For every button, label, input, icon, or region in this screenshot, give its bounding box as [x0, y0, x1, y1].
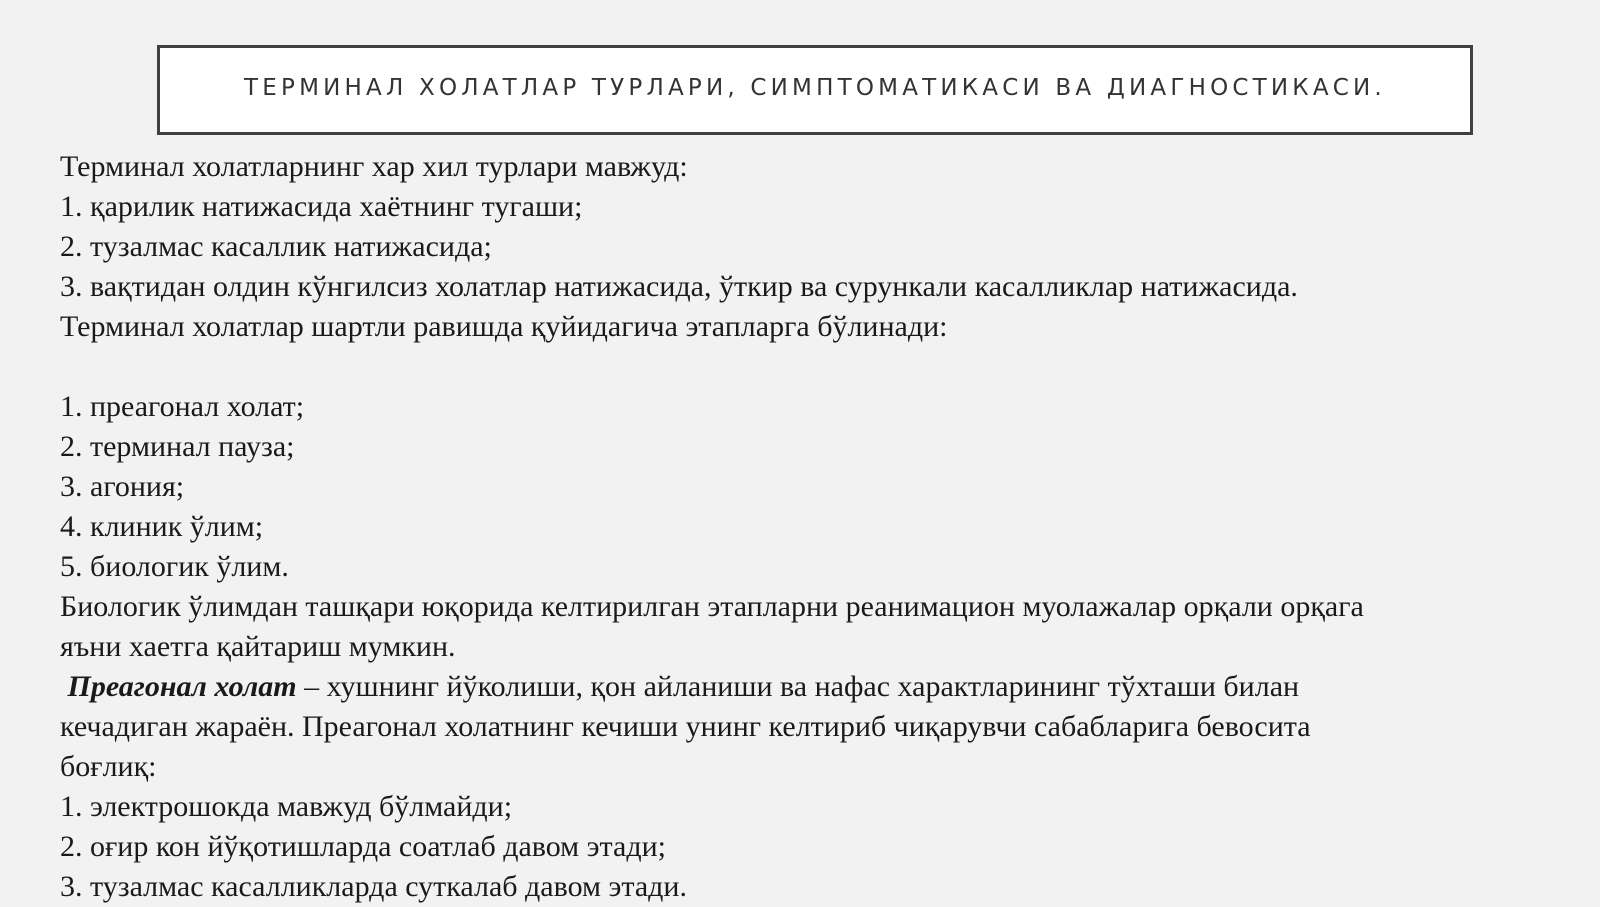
- slide-title: ТЕРМИНАЛ ХОЛАТЛАР ТУРЛАРИ, СИМПТОМАТИКАСИ ВА ДИАГНОСТИКАСИ.: [244, 75, 1386, 101]
- preagonal-term: Преагонал холат: [67, 670, 297, 703]
- duration-item: 3. тузалмас касалликларда суткалаб давом этади.: [60, 870, 687, 903]
- type-item: 1. қарилик натижасида хаётнинг тугаши;: [60, 190, 583, 223]
- duration-item: 1. электрошокда мавжуд бўлмайди;: [60, 790, 513, 823]
- stage-item: 1. преагонал холат;: [60, 390, 305, 423]
- stage-item: 3. агония;: [60, 470, 185, 503]
- stage-item: 5. биологик ўлим.: [60, 550, 289, 583]
- preagonal-definition: – хушнинг йўколиши, қон айланиши ва нафас характларининг тўхташи билан: [296, 670, 1300, 703]
- type-item: 3. вақтидан олдин кўнгилсиз холатлар натижасида, ўткир ва сурункали касалликлар натижасида.: [60, 270, 1298, 303]
- duration-item: 2. оғир кон йўқотишларда соатлаб давом этади;: [60, 830, 666, 863]
- slide-body: [60, 147, 1580, 907]
- stage-item: 2. терминал пауза;: [60, 430, 295, 463]
- type-item: 2. тузалмас касаллик натижасида;: [60, 230, 492, 263]
- stages-intro-line: Терминал холатлар шартли равишда қуйидагича этапларга бўлинади:: [60, 310, 948, 343]
- blank-line: [60, 347, 1580, 387]
- reversal-line: Биологик ўлимдан ташқари юқорида келтирилган этапларни реанимацион муолажалар орқали орқага: [60, 590, 1364, 623]
- preagonal-definition-line: боғлиқ:: [60, 750, 157, 783]
- preagonal-definition-line: кечадиган жараён. Преагонал холатнинг кечиши унинг келтириб чиқарувчи сабабларига бевосита: [60, 710, 1311, 743]
- intro-line: Терминал холатларнинг хар хил турлари мавжуд:: [60, 150, 688, 183]
- slide-title-box: [157, 45, 1473, 135]
- reversal-line: яъни хаетга қайтариш мумкин.: [60, 630, 456, 663]
- stage-item: 4. клиник ўлим;: [60, 510, 264, 543]
- preagonal-paragraph: [60, 667, 1580, 707]
